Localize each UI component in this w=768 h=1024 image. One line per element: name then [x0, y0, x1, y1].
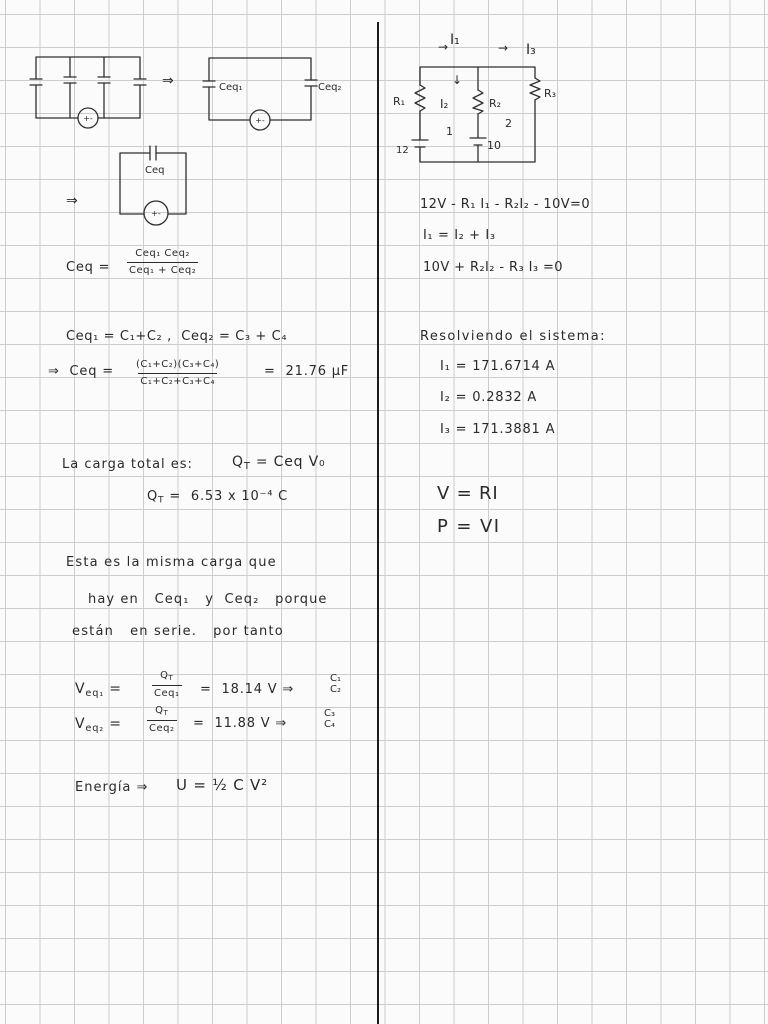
capacitor-ceq1 — [203, 81, 215, 87]
capacitor-c3 — [98, 77, 110, 83]
explanation-line-3: están en serie. por tanto — [72, 624, 284, 639]
circuit-wire — [209, 58, 311, 120]
battery-10v — [470, 138, 486, 145]
parallel-formula: Ceq₁ = C₁+C₂ , Ceq₂ = C₃ + C₄ — [66, 329, 288, 344]
voltage-subscript: eq₁ — [85, 687, 104, 699]
voltage-symbol: V — [75, 716, 86, 732]
capacitor-ceq — [150, 146, 156, 160]
fraction-numerator — [158, 671, 175, 685]
resistor-r2-label: R₂ — [489, 97, 502, 110]
voltage-2-capacitors — [324, 709, 335, 730]
current-i3-label: I₃ — [526, 42, 536, 58]
charge-value — [147, 490, 288, 506]
resistor-circuit — [393, 32, 556, 162]
battery-10v-label: 10 — [487, 139, 501, 152]
capacitor-top: C₁ — [330, 673, 341, 684]
charge-symbol-subscript: T — [243, 460, 251, 472]
fraction-denominator: Ceq₁ + Ceq₂ — [127, 262, 198, 276]
source-polarity-label: +- — [83, 114, 93, 123]
energy-label: Energía ⇒ — [75, 780, 149, 795]
total-charge-label: La carga total es: — [62, 457, 193, 472]
solve-system-label: Resolviendo el sistema: — [420, 329, 606, 344]
capacitor-c2 — [64, 77, 76, 83]
voltage-2-value: = 11.88 V ⇒ — [193, 716, 288, 731]
voltage-1-lhs — [75, 682, 122, 699]
kirchhoff-equation-3: 10V + R₂I₂ - R₃ I₃ =0 — [423, 260, 563, 275]
capacitor-ceq1-label: Ceq₁ — [219, 82, 243, 93]
kirchhoff-equation-1: 12V - R₁ I₁ - R₂I₂ - 10V=0 — [420, 197, 591, 212]
resistor-r2 — [473, 90, 483, 114]
charge-value-number: = 6.53 x 10⁻⁴ C — [164, 489, 289, 504]
parallel-capacitor-circuit — [30, 57, 146, 128]
resistor-r3 — [530, 78, 540, 100]
explanation-line-1: Esta es la misma carga que — [66, 555, 277, 570]
result-i1: I₁ = 171.6714 A — [440, 359, 556, 374]
voltage-source — [250, 110, 270, 130]
circuit-wire — [36, 57, 140, 118]
equivalent-capacitor-circuit — [120, 146, 186, 225]
result-i2: I₂ = 0.2832 A — [440, 390, 538, 405]
capacitor-ceq2-label: Ceq₂ — [318, 82, 342, 93]
page-divider-line — [377, 22, 379, 1024]
charge-symbol-subscript: T — [158, 495, 165, 506]
voltage-1-fraction — [152, 671, 182, 699]
implies-arrow: ⇒ — [162, 73, 175, 89]
current-i1-arrow: → — [438, 40, 449, 54]
resistor-r1-label: R₁ — [393, 95, 406, 108]
fraction-denominator: C₁+C₂+C₃+C₄ — [138, 373, 217, 387]
fraction-denominator: Ceq₁ — [152, 685, 182, 699]
ceq-result-value: = 21.76 μF — [264, 364, 350, 379]
battery-12v — [412, 140, 428, 147]
current-i2-arrow: ↓ — [452, 73, 463, 87]
energy-formula: U = ½ C V² — [176, 776, 268, 794]
capacitor-bottom: C₄ — [324, 718, 335, 730]
charge-symbol: Q — [147, 489, 159, 504]
resistor-r3-label: R₃ — [544, 87, 557, 100]
battery-12v-label: 12 — [396, 145, 409, 156]
fraction-numerator: Ceq₁ Ceq₂ — [135, 248, 190, 259]
capacitor-c4 — [134, 79, 146, 85]
current-i1-label: I₁ — [450, 32, 460, 48]
series-formula-lhs: Ceq = — [66, 260, 111, 275]
capacitor-c1 — [30, 79, 42, 85]
charge-symbol-subscript: T — [168, 674, 174, 683]
resistor-r1 — [415, 85, 425, 111]
fraction-numerator — [153, 706, 170, 720]
charge-symbol-subscript: T — [163, 709, 169, 718]
charge-symbol: Q — [160, 670, 169, 681]
voltage-subscript: eq₂ — [85, 722, 104, 734]
loop-1-label: 1 — [446, 125, 453, 138]
kirchhoff-equation-2: I₁ = I₂ + I₃ — [423, 228, 496, 243]
charge-symbol: Q — [155, 705, 164, 716]
voltage-source — [78, 108, 98, 128]
implies-arrow: ⇒ — [66, 193, 79, 209]
ceq-result-lhs: ⇒ Ceq = — [48, 364, 114, 379]
voltage-2-lhs — [75, 717, 122, 734]
total-charge-expression: = Ceq V₀ — [250, 454, 326, 470]
voltage-symbol: V — [75, 681, 86, 697]
voltage-1-value: = 18.14 V ⇒ — [200, 682, 295, 697]
circuit-wire — [120, 153, 186, 214]
capacitor-ceq2 — [305, 80, 317, 86]
total-charge-formula — [232, 455, 325, 472]
source-polarity-label: +- — [255, 116, 265, 125]
current-i3-arrow: → — [498, 41, 509, 55]
series-formula-fraction — [127, 249, 198, 276]
voltage-1-capacitors — [330, 674, 341, 695]
charge-symbol: Q — [232, 454, 244, 470]
capacitor-bottom: C₂ — [330, 683, 341, 695]
ceq-result-fraction — [134, 360, 221, 387]
current-i2-label: I₂ — [440, 97, 449, 111]
equals-sign: = — [103, 681, 122, 697]
voltage-source — [144, 201, 168, 225]
fraction-denominator: Ceq₂ — [147, 720, 177, 734]
loop-2-label: 2 — [505, 117, 512, 130]
capacitor-ceq-label: Ceq — [145, 165, 165, 176]
fraction-numerator: (C₁+C₂)(C₃+C₄) — [136, 359, 220, 370]
voltage-2-fraction — [147, 706, 177, 734]
result-i3: I₃ = 171.3881 A — [440, 422, 556, 437]
power-formula: P = VI — [437, 516, 501, 537]
series-capacitor-circuit — [203, 58, 342, 130]
ohms-law-formula: V = RI — [437, 483, 499, 504]
equals-sign: = — [103, 716, 122, 732]
explanation-line-2: hay en Ceq₁ y Ceq₂ porque — [88, 592, 328, 607]
circuit-wire — [420, 67, 535, 162]
source-polarity-label: +- — [151, 209, 161, 218]
capacitor-top: C₃ — [324, 708, 335, 719]
